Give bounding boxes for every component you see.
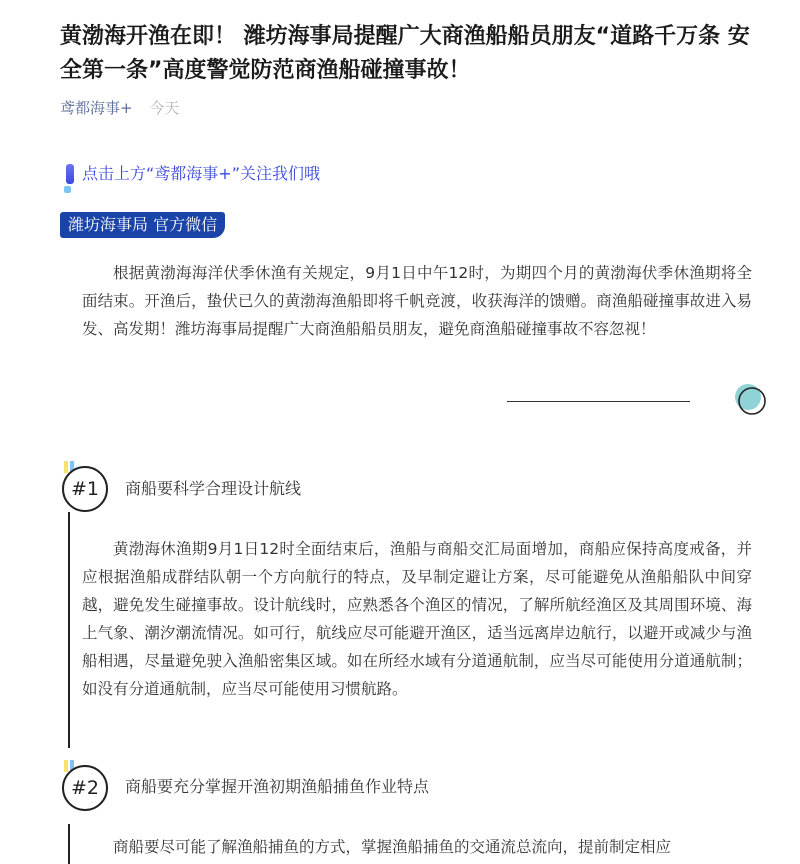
section-2-title: 商船要充分掌握开渔初期渔船捕鱼作业特点 [125,777,430,796]
circle-decoration-icon [733,382,767,416]
author-link[interactable]: 鸢都海事+ [60,99,133,117]
section-1-number-badge [62,466,108,512]
section-2-number: #2 [70,777,99,799]
intro-paragraph: 根据黄渤海海洋伏季休渔有关规定，9月1日中午12时，为期四个月的黄渤海伏季休渔期将全面结束。开渔后，蛰伏已久的黄渤海渔船即将千帆竞渡，收获海洋的馈赠。商渔船碰撞事故进入易发、高发期！潍坊海事局提醒广大商渔船船员朋友，避免商渔船碰撞事故不容忽视！ [82,264,752,338]
publish-date: 今天 [149,99,180,117]
section-1-vertical-line [68,512,70,748]
section-1-body: 黄渤海休渔期9月1日12时全面结束后，渔船与商船交汇局面增加，商船应保持高度戒备，并应根据渔船成群结队朝一个方向航行的特点，及早制定避让方案，尽可能避免从渔船船队中间穿越，避免发生碰撞事故。设计航线时，应熟悉各个渔区的情况，了解所航经渔区及其周围环境、海上气象、潮汐潮流情况。如可行，航线应尽可能避开渔区，适当远离岸边航行，以避开或减少与渔船相遇，尽量避免驶入渔船密集区域。如在所经水域有分道通航制，应当尽可能使用分道通航制；如没有分道通航制，应当尽可能使用习惯航路。 [82,540,752,698]
section-1-number: #1 [70,478,99,500]
follow-prompt-text: 点击上方“鸢都海事+”关注我们哦 [82,164,320,183]
section-1-title: 商船要科学合理设计航线 [125,479,302,498]
official-badge: 潍坊海事局 官方微信 [60,212,225,238]
section-2-vertical-line [68,824,70,864]
section-2-number-badge [62,765,108,811]
divider-line [507,401,690,402]
article-title: 黄渤海开渔在即！ 潍坊海事局提醒广大商渔船船员朋友“道路千万条 安全第一条”高度警觉防范商渔船碰撞事故！ [60,24,750,83]
square-decoration-icon [64,186,71,193]
section-2-body: 商船要尽可能了解渔船捕鱼的方式，掌握渔船捕鱼的交通流总流向，提前制定相应 [113,838,672,856]
bar-decoration-icon [66,164,74,184]
article-meta [60,97,179,118]
